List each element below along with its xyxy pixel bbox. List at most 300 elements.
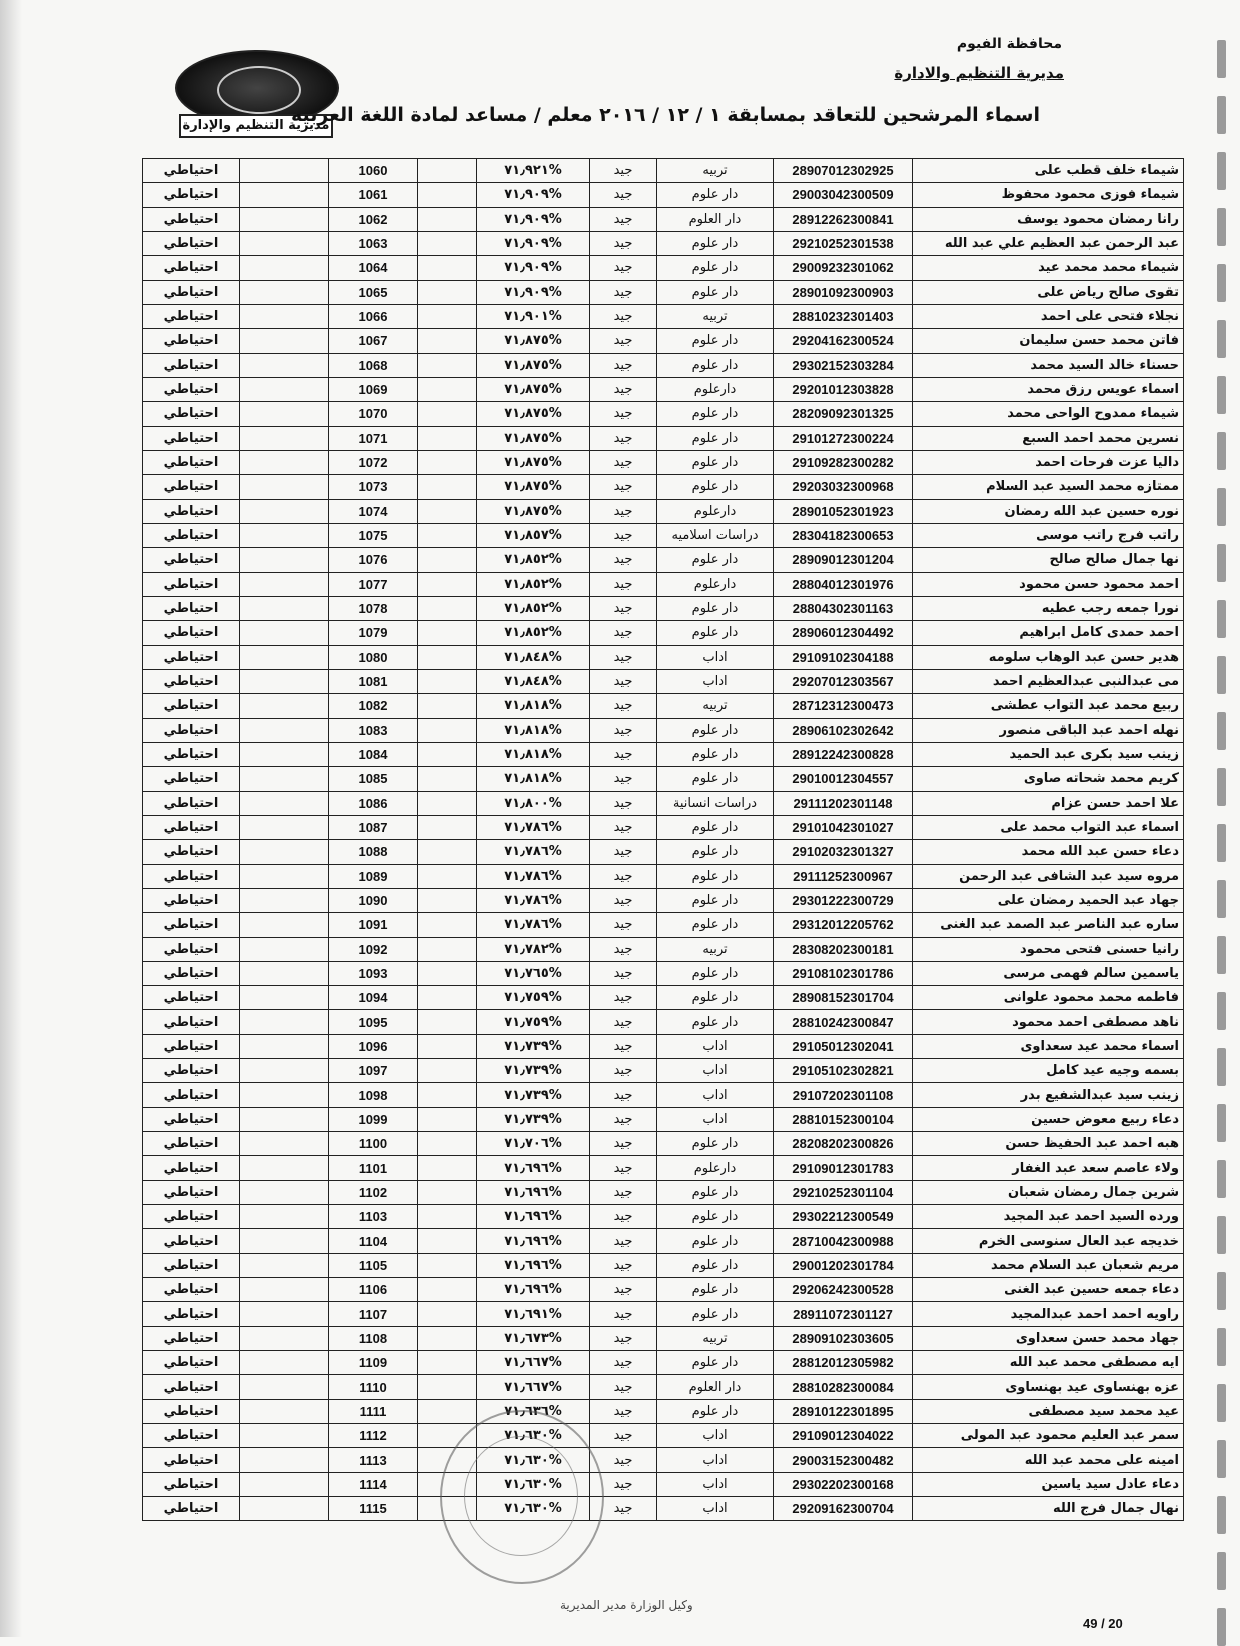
- blank-cell: [240, 1034, 329, 1058]
- qualification: دار علوم: [657, 1132, 774, 1156]
- status: احتياطي: [143, 596, 240, 620]
- binder-hole: [1217, 656, 1226, 694]
- qualification: دارعلوم: [657, 377, 774, 401]
- status: احتياطي: [143, 645, 240, 669]
- national-id: 29107202301108: [774, 1083, 913, 1107]
- candidate-name: مريم شعبان عبد السلام محمد: [913, 1253, 1184, 1277]
- table-row: [143, 1253, 1184, 1277]
- candidate-name: شيماء ممدوح الواحى محمد: [913, 402, 1184, 426]
- qualification: دار علوم: [657, 596, 774, 620]
- candidate-name: مى عبدالنبى عبدالعظيم احمد: [913, 669, 1184, 693]
- grade: جيد: [590, 1180, 657, 1204]
- binder-hole: [1217, 1104, 1226, 1142]
- qualification: دار علوم: [657, 767, 774, 791]
- qualification: اداب: [657, 1059, 774, 1083]
- blank-cell: [240, 596, 329, 620]
- table-row: [143, 718, 1184, 742]
- grade: جيد: [590, 1351, 657, 1375]
- national-id: 28911072301127: [774, 1302, 913, 1326]
- table-row: [143, 426, 1184, 450]
- binder-holes: [1188, 0, 1240, 1637]
- table-row: [143, 1132, 1184, 1156]
- blank-cell: [240, 669, 329, 693]
- blank-cell: [240, 329, 329, 353]
- score-percent: %٧١٫٩٠٩: [477, 207, 590, 231]
- table-row: [143, 961, 1184, 985]
- national-id: 28909012301204: [774, 548, 913, 572]
- binder-hole: [1217, 376, 1226, 414]
- candidate-name: نهال جمال فرج الله: [913, 1497, 1184, 1521]
- qualification: دار العلوم: [657, 207, 774, 231]
- blank-cell: [240, 1302, 329, 1326]
- serial-number: 1068: [329, 353, 418, 377]
- national-id: 29109102304188: [774, 645, 913, 669]
- status: احتياطي: [143, 548, 240, 572]
- serial-number: 1111: [329, 1399, 418, 1423]
- status: احتياطي: [143, 402, 240, 426]
- candidate-name: شرين جمال رمضان شعبان: [913, 1180, 1184, 1204]
- qualification: دار علوم: [657, 1351, 774, 1375]
- status: احتياطي: [143, 1253, 240, 1277]
- national-id: 29111252300967: [774, 864, 913, 888]
- serial-number: 1077: [329, 572, 418, 596]
- grade: جيد: [590, 937, 657, 961]
- serial-number: 1071: [329, 426, 418, 450]
- grade: جيد: [590, 1229, 657, 1253]
- binder-hole: [1217, 1160, 1226, 1198]
- status: احتياطي: [143, 694, 240, 718]
- blank-cell: [240, 183, 329, 207]
- candidate-name: نجلاء فتحى على احمد: [913, 304, 1184, 328]
- status: احتياطي: [143, 888, 240, 912]
- blank-cell: [418, 159, 477, 183]
- candidate-name: دعاء جمعه حسين عبد الغنى: [913, 1278, 1184, 1302]
- table-row: [143, 815, 1184, 839]
- blank-cell: [240, 523, 329, 547]
- table-row: [143, 621, 1184, 645]
- logo-label: مديرية التنظيم والإدارة: [179, 114, 333, 138]
- status: احتياطي: [143, 742, 240, 766]
- national-id: 29302152303284: [774, 353, 913, 377]
- table-row: [143, 377, 1184, 401]
- score-percent: %٧١٫٦٣٠: [477, 1448, 590, 1472]
- national-id: 28810242300847: [774, 1010, 913, 1034]
- score-percent: %٧١٫٦٧٣: [477, 1326, 590, 1350]
- score-percent: %٧١٫٦٣٦: [477, 1399, 590, 1423]
- serial-number: 1084: [329, 742, 418, 766]
- blank-cell: [418, 986, 477, 1010]
- score-percent: %٧١٫٦٩٦: [477, 1205, 590, 1229]
- candidate-name: كريم محمد شحاته صاوى: [913, 767, 1184, 791]
- table-row: [143, 280, 1184, 304]
- status: احتياطي: [143, 353, 240, 377]
- score-percent: %٧١٫٧٠٦: [477, 1132, 590, 1156]
- blank-cell: [240, 1399, 329, 1423]
- status: احتياطي: [143, 256, 240, 280]
- grade: جيد: [590, 475, 657, 499]
- blank-cell: [240, 1253, 329, 1277]
- table-row: [143, 256, 1184, 280]
- candidate-name: زينب سيد بكرى عبد الحميد: [913, 742, 1184, 766]
- blank-cell: [418, 377, 477, 401]
- score-percent: %٧١٫٦٣٠: [477, 1424, 590, 1448]
- grade: جيد: [590, 548, 657, 572]
- qualification: اداب: [657, 1424, 774, 1448]
- grade: جيد: [590, 718, 657, 742]
- blank-cell: [240, 961, 329, 985]
- status: احتياطي: [143, 523, 240, 547]
- blank-cell: [240, 377, 329, 401]
- table-row: [143, 986, 1184, 1010]
- blank-cell: [240, 1278, 329, 1302]
- serial-number: 1108: [329, 1326, 418, 1350]
- national-id: 29102032301327: [774, 840, 913, 864]
- candidate-name: دعاء حسن عبد الله محمد: [913, 840, 1184, 864]
- serial-number: 1060: [329, 159, 418, 183]
- national-id: 28712312300473: [774, 694, 913, 718]
- qualification: دار علوم: [657, 450, 774, 474]
- blank-cell: [240, 767, 329, 791]
- blank-cell: [418, 913, 477, 937]
- national-id: 29207012303567: [774, 669, 913, 693]
- qualification: دار علوم: [657, 1010, 774, 1034]
- blank-cell: [418, 1351, 477, 1375]
- grade: جيد: [590, 1034, 657, 1058]
- serial-number: 1081: [329, 669, 418, 693]
- grade: جيد: [590, 1375, 657, 1399]
- national-id: 29206242300528: [774, 1278, 913, 1302]
- blank-cell: [240, 791, 329, 815]
- candidate-name: علا احمد حسن عزام: [913, 791, 1184, 815]
- national-id: 29109012304022: [774, 1424, 913, 1448]
- blank-cell: [418, 1253, 477, 1277]
- qualification: دراسات اسلاميه: [657, 523, 774, 547]
- status: احتياطي: [143, 1059, 240, 1083]
- candidate-name: شيماء خلف قطب على: [913, 159, 1184, 183]
- binder-hole: [1217, 1440, 1226, 1478]
- candidate-name: ممتازه محمد السيد عبد السلام: [913, 475, 1184, 499]
- grade: جيد: [590, 499, 657, 523]
- qualification: تربيه: [657, 159, 774, 183]
- blank-cell: [240, 499, 329, 523]
- binder-hole: [1217, 488, 1226, 526]
- score-percent: %٧١٫٧٣٩: [477, 1083, 590, 1107]
- status: احتياطي: [143, 207, 240, 231]
- blank-cell: [240, 280, 329, 304]
- status: احتياطي: [143, 1472, 240, 1496]
- table-row: [143, 159, 1184, 183]
- qualification: دارعلوم: [657, 572, 774, 596]
- table-row: [143, 888, 1184, 912]
- grade: جيد: [590, 304, 657, 328]
- score-percent: %٧١٫٩٠٩: [477, 183, 590, 207]
- qualification: اداب: [657, 1107, 774, 1131]
- qualification: اداب: [657, 1083, 774, 1107]
- blank-cell: [240, 572, 329, 596]
- grade: جيد: [590, 1010, 657, 1034]
- score-percent: %٧١٫٦٣٠: [477, 1497, 590, 1521]
- blank-cell: [418, 840, 477, 864]
- binder-hole: [1217, 208, 1226, 246]
- blank-cell: [240, 840, 329, 864]
- national-id: 29302212300549: [774, 1205, 913, 1229]
- score-percent: %٧١٫٩٠١: [477, 304, 590, 328]
- national-id: 28209092301325: [774, 402, 913, 426]
- status: احتياطي: [143, 231, 240, 255]
- status: احتياطي: [143, 1424, 240, 1448]
- qualification: دار علوم: [657, 621, 774, 645]
- blank-cell: [240, 815, 329, 839]
- blank-cell: [240, 353, 329, 377]
- national-id: 28804302301163: [774, 596, 913, 620]
- blank-cell: [418, 256, 477, 280]
- blank-cell: [240, 1472, 329, 1496]
- binder-hole: [1217, 1216, 1226, 1254]
- binder-hole: [1217, 880, 1226, 918]
- table-row: [143, 183, 1184, 207]
- serial-number: 1088: [329, 840, 418, 864]
- national-id: 29003152300482: [774, 1448, 913, 1472]
- qualification: دار علوم: [657, 961, 774, 985]
- blank-cell: [240, 1375, 329, 1399]
- candidate-name: ياسمين سالم فهمى مرسى: [913, 961, 1184, 985]
- national-id: 29003042300509: [774, 183, 913, 207]
- qualification: اداب: [657, 1448, 774, 1472]
- blank-cell: [418, 329, 477, 353]
- qualification: تربيه: [657, 304, 774, 328]
- score-percent: %٧١٫٨٠٠: [477, 791, 590, 815]
- serial-number: 1076: [329, 548, 418, 572]
- grade: جيد: [590, 791, 657, 815]
- status: احتياطي: [143, 1326, 240, 1350]
- qualification: دار علوم: [657, 888, 774, 912]
- candidate-name: ساره عبد الناصر عبد الصمد عبد الغنى: [913, 913, 1184, 937]
- qualification: دار علوم: [657, 329, 774, 353]
- qualification: دار علوم: [657, 548, 774, 572]
- grade: جيد: [590, 767, 657, 791]
- candidate-name: راتب فرج راتب موسى: [913, 523, 1184, 547]
- score-percent: %٧١٫٨٤٨: [477, 669, 590, 693]
- grade: جيد: [590, 1424, 657, 1448]
- qualification: دار علوم: [657, 280, 774, 304]
- serial-number: 1104: [329, 1229, 418, 1253]
- qualification: دار العلوم: [657, 1375, 774, 1399]
- blank-cell: [240, 1010, 329, 1034]
- qualification: دار علوم: [657, 426, 774, 450]
- status: احتياطي: [143, 450, 240, 474]
- serial-number: 1092: [329, 937, 418, 961]
- binder-hole: [1217, 544, 1226, 582]
- status: احتياطي: [143, 1229, 240, 1253]
- blank-cell: [418, 694, 477, 718]
- national-id: 29105102302821: [774, 1059, 913, 1083]
- serial-number: 1101: [329, 1156, 418, 1180]
- serial-number: 1074: [329, 499, 418, 523]
- national-id: 28906102302642: [774, 718, 913, 742]
- binder-hole: [1217, 992, 1226, 1030]
- blank-cell: [418, 815, 477, 839]
- score-percent: %٧١٫٧٦٥: [477, 961, 590, 985]
- candidate-name: هبه احمد عبد الحفيظ حسن: [913, 1132, 1184, 1156]
- grade: جيد: [590, 742, 657, 766]
- candidate-name: دعاء ربيع معوض حسين: [913, 1107, 1184, 1131]
- serial-number: 1078: [329, 596, 418, 620]
- qualification: اداب: [657, 1472, 774, 1496]
- serial-number: 1093: [329, 961, 418, 985]
- qualification: اداب: [657, 1034, 774, 1058]
- national-id: 28906012304492: [774, 621, 913, 645]
- national-id: 28810152300104: [774, 1107, 913, 1131]
- status: احتياطي: [143, 864, 240, 888]
- serial-number: 1098: [329, 1083, 418, 1107]
- score-percent: %٧١٫٨٧٥: [477, 426, 590, 450]
- blank-cell: [240, 1059, 329, 1083]
- candidate-name: شيماء محمد محمد عيد: [913, 256, 1184, 280]
- candidate-name: حسناء خالد السيد محمد: [913, 353, 1184, 377]
- national-id: 28901052301923: [774, 499, 913, 523]
- candidate-name: امينه على محمد عبد الله: [913, 1448, 1184, 1472]
- blank-cell: [240, 1448, 329, 1472]
- score-percent: %٧١٫٨٥٧: [477, 523, 590, 547]
- score-percent: %٧١٫٨٥٢: [477, 572, 590, 596]
- status: احتياطي: [143, 1278, 240, 1302]
- table-row: [143, 304, 1184, 328]
- table-row: [143, 1156, 1184, 1180]
- score-percent: %٧١٫٨٥٢: [477, 596, 590, 620]
- national-id: 29203032300968: [774, 475, 913, 499]
- blank-cell: [418, 1132, 477, 1156]
- national-id: 29201012303828: [774, 377, 913, 401]
- binder-hole: [1217, 1608, 1226, 1646]
- blank-cell: [418, 1083, 477, 1107]
- candidate-name: رانيا حسنى فتحى محمود: [913, 937, 1184, 961]
- national-id: 29109282300282: [774, 450, 913, 474]
- binder-hole: [1217, 824, 1226, 862]
- status: احتياطي: [143, 986, 240, 1010]
- blank-cell: [240, 1107, 329, 1131]
- score-percent: %٧١٫٦٩٦: [477, 1229, 590, 1253]
- status: احتياطي: [143, 1351, 240, 1375]
- score-percent: %٧١٫٨١٨: [477, 742, 590, 766]
- grade: جيد: [590, 1132, 657, 1156]
- grade: جيد: [590, 1059, 657, 1083]
- qualification: دار علوم: [657, 986, 774, 1010]
- blank-cell: [418, 1059, 477, 1083]
- status: احتياطي: [143, 499, 240, 523]
- page-number: 49 / 20: [1083, 1616, 1123, 1631]
- national-id: 29210252301538: [774, 231, 913, 255]
- serial-number: 1114: [329, 1472, 418, 1496]
- candidate-name: هدير حسن عبد الوهاب سلومه: [913, 645, 1184, 669]
- status: احتياطي: [143, 961, 240, 985]
- score-percent: %٧١٫٧٨٦: [477, 888, 590, 912]
- blank-cell: [240, 1083, 329, 1107]
- national-id: 28304182300653: [774, 523, 913, 547]
- candidate-name: راويه احمد احمد عبدالمجيد: [913, 1302, 1184, 1326]
- table-row: [143, 669, 1184, 693]
- blank-cell: [418, 645, 477, 669]
- blank-cell: [418, 183, 477, 207]
- blank-cell: [240, 1326, 329, 1350]
- table-row: [143, 207, 1184, 231]
- blank-cell: [418, 767, 477, 791]
- candidate-name: نها جمال صالح صالح: [913, 548, 1184, 572]
- grade: جيد: [590, 353, 657, 377]
- candidate-name: فاتن محمد حسن سليمان: [913, 329, 1184, 353]
- blank-cell: [418, 475, 477, 499]
- grade: جيد: [590, 523, 657, 547]
- serial-number: 1082: [329, 694, 418, 718]
- status: احتياطي: [143, 329, 240, 353]
- blank-cell: [418, 1302, 477, 1326]
- qualification: دار علوم: [657, 815, 774, 839]
- grade: جيد: [590, 1253, 657, 1277]
- table-row: [143, 1034, 1184, 1058]
- table-row: [143, 1351, 1184, 1375]
- grade: جيد: [590, 694, 657, 718]
- blank-cell: [418, 304, 477, 328]
- grade: جيد: [590, 1472, 657, 1496]
- candidate-name: فاطمه محمد محمود علوانى: [913, 986, 1184, 1010]
- national-id: 29101272300224: [774, 426, 913, 450]
- department-label: مديرية التنظيم والادارة: [894, 64, 1064, 82]
- blank-cell: [240, 1351, 329, 1375]
- blank-cell: [418, 1180, 477, 1204]
- blank-cell: [418, 1229, 477, 1253]
- serial-number: 1107: [329, 1302, 418, 1326]
- score-percent: %٧١٫٨١٨: [477, 767, 590, 791]
- candidates-table: [142, 158, 1184, 1521]
- score-percent: %٧١٫٧٨٢: [477, 937, 590, 961]
- binder-hole: [1217, 712, 1226, 750]
- qualification: دراسات انسانية: [657, 791, 774, 815]
- blank-cell: [240, 718, 329, 742]
- table-row: [143, 353, 1184, 377]
- status: احتياطي: [143, 426, 240, 450]
- blank-cell: [240, 1497, 329, 1521]
- national-id: 28909102303605: [774, 1326, 913, 1350]
- status: احتياطي: [143, 767, 240, 791]
- status: احتياطي: [143, 621, 240, 645]
- candidate-name: عيد محمد سيد مصطفى: [913, 1399, 1184, 1423]
- grade: جيد: [590, 183, 657, 207]
- grade: جيد: [590, 621, 657, 645]
- qualification: تربيه: [657, 1326, 774, 1350]
- blank-cell: [418, 207, 477, 231]
- score-percent: %٧١٫٨١٨: [477, 718, 590, 742]
- score-percent: %٧١٫٦٩٦: [477, 1278, 590, 1302]
- score-percent: %٧١٫٧٨٦: [477, 840, 590, 864]
- score-percent: %٧١٫٦٩٦: [477, 1156, 590, 1180]
- table-row: [143, 548, 1184, 572]
- blank-cell: [418, 742, 477, 766]
- qualification: دار علوم: [657, 475, 774, 499]
- grade: جيد: [590, 913, 657, 937]
- serial-number: 1065: [329, 280, 418, 304]
- blank-cell: [418, 791, 477, 815]
- status: احتياطي: [143, 791, 240, 815]
- candidate-name: سمر عبد العليم محمود عبد المولى: [913, 1424, 1184, 1448]
- candidate-name: ولاء عاصم سعد عبد الغفار: [913, 1156, 1184, 1180]
- candidate-name: داليا عزت فرحات احمد: [913, 450, 1184, 474]
- candidate-name: بسمه وجيه عيد كامل: [913, 1059, 1184, 1083]
- serial-number: 1095: [329, 1010, 418, 1034]
- table-row: [143, 572, 1184, 596]
- blank-cell: [418, 426, 477, 450]
- table-row: [143, 1399, 1184, 1423]
- status: احتياطي: [143, 1302, 240, 1326]
- binder-hole: [1217, 1048, 1226, 1086]
